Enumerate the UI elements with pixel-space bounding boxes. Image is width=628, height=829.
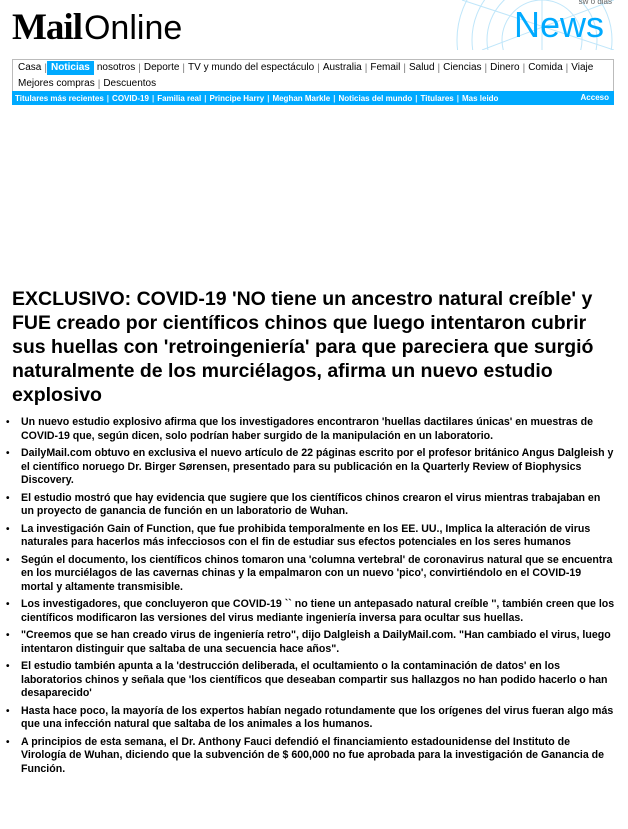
article-summary-list [4, 416, 616, 780]
bullet-icon: • [6, 554, 10, 566]
nav-item-noticias[interactable]: Noticias [47, 61, 94, 75]
summary-bullet [4, 660, 616, 701]
bullet-icon: • [6, 599, 10, 610]
main-nav [12, 59, 614, 91]
bullet-icon: • [6, 448, 10, 459]
nav-row-primary: Casa | Noticias nosotros | Deporte | TV y mundo del espectáculo | Australia | Femail | Salud | Ciencias | Dinero | Comida | Viaje [15, 60, 596, 76]
nav-item-tv[interactable]: TV y mundo del espectáculo [188, 62, 315, 73]
nav-item-casa[interactable]: Casa [18, 62, 42, 73]
masthead [12, 0, 614, 50]
summary-bullet [4, 416, 616, 443]
summary-text: Hasta hace poco, la mayoría de los expertos habían negado rotundamente que los orígenes del virus fueran algo más que una infección natural que saltaba de los animales a los humanos. [21, 704, 614, 730]
nav-item-dinero[interactable]: Dinero [490, 62, 520, 73]
nav-row-secondary: Mejores compras | Descuentos [15, 76, 159, 92]
sub-nav: Titulares más recientes | COVID-19 | Familia real | Principe Harry | Meghan Markle | Noticias del mundo | Titulares | Mas leido Acceso [12, 91, 614, 105]
subnav-item-headlines[interactable]: Titulares [420, 93, 454, 103]
nav-item-comida[interactable]: Comida [528, 62, 563, 73]
summary-text: La investigación Gain of Function, que fue prohibida temporalmente en los EE. UU., Implica la alteración de virus naturales para hacerlos más infecciosos con el fin de estudiar sus efectos potenciales en los seres humanos [21, 522, 591, 548]
bullet-icon: • [6, 736, 10, 748]
article-headline: EXCLUSIVO: COVID-19 'NO tiene un ancestro natural creíble' y FUE creado por científicos chinos que luego intentaron cubrir sus huellas con 'retroingeniería' para que pareciera que surgió naturalmente de los murciélagos, afirma un nuevo estudio explosivo [12, 288, 594, 406]
login-link[interactable]: Acceso [580, 93, 609, 102]
corner-note: sw o dias [578, 0, 612, 6]
section-title[interactable]: News [513, 4, 604, 45]
summary-bullet [4, 598, 616, 625]
summary-text: El estudio mostró que hay evidencia que sugiere que los científicos chinos crearon el virus mientras trabajaban en un proyecto de ganancia de función en un laboratorio de Wuhan. [21, 491, 601, 517]
nav-item-femail[interactable]: Femail [370, 62, 401, 73]
summary-text: "Creemos que se han creado virus de ingeniería retro", dijo Dalgleish a DailyMail.com. "Han cambiado el virus, luego intentaron distinguir que saltaba de una secuencia hace años". [21, 629, 611, 655]
summary-text: Los investigadores, que concluyeron que COVID-19 `` no tiene un antepasado natural creíble '', también creen que los científicos modificaron las versiones del virus mediante ingeniería inversa para ocultar sus huellas. [21, 598, 615, 624]
summary-bullet [4, 554, 616, 595]
summary-text: DailyMail.com obtuvo en exclusiva el nuevo artículo de 22 páginas escrito por el profesor británico Angus Dalgleish y el científico noruego Dr. Birger Sørensen, presentado para su publicación en la Quarterly Review of Biophysics Discovery. [21, 447, 614, 486]
summary-bullet [4, 629, 616, 656]
summary-bullet [4, 492, 616, 519]
nav-item-australia[interactable]: Australia [322, 62, 362, 73]
bullet-icon: • [6, 492, 10, 504]
nav-item-descuentos[interactable]: Descuentos [103, 78, 157, 89]
nav-item-deporte[interactable]: Deporte [143, 62, 180, 73]
summary-bullet [4, 705, 616, 732]
logo-online-text: Online [83, 9, 183, 47]
logo-mail-text: Mail [12, 7, 82, 48]
summary-text: Un nuevo estudio explosivo afirma que los investigadores encontraron 'huellas dactilares únicas' en muestras de COVID-19 que, según dicen, solo podrían haber surgido de la manipulación en un laboratorio. [21, 416, 593, 442]
subnav-item-covid[interactable]: COVID-19 [112, 93, 149, 103]
summary-bullet [4, 523, 616, 550]
subnav-item-royal-family[interactable]: Familia real [157, 93, 202, 103]
subnav-item-most-read[interactable]: Mas leido [461, 93, 499, 103]
bullet-icon: • [6, 661, 10, 672]
subnav-item-latest[interactable]: Titulares más recientes [15, 93, 104, 103]
bullet-icon: • [6, 630, 10, 641]
subnav-item-meghan[interactable]: Meghan Markle [272, 93, 331, 103]
subnav-item-world-news[interactable]: Noticias del mundo [338, 93, 413, 103]
nav-item-ciencias[interactable]: Ciencias [443, 62, 482, 73]
summary-text: A principios de esta semana, el Dr. Anthony Fauci defendió el financiamiento estadounidense del Instituto de Virología de Wuhan, diciendo que la subvención de $ 600,000 no fue aprobada para la investigación de Ganancia de Función. [21, 735, 605, 775]
nav-item-salud[interactable]: Salud [408, 62, 435, 73]
bullet-icon: • [6, 705, 10, 717]
bullet-icon: • [6, 523, 10, 535]
mailonline-logo[interactable] [12, 6, 182, 49]
summary-bullet [4, 736, 616, 777]
summary-bullet [4, 447, 616, 488]
nav-item-mejores-compras[interactable]: Mejores compras [18, 78, 95, 89]
nav-item-nosotros[interactable]: nosotros [96, 62, 136, 73]
summary-text: Según el documento, los científicos chinos tomaron una 'columna vertebral' de coronavirus natural que se encuentra en los murciélagos de las cavernas chinas y la empalmaron con un nuevo 'pico', convirtiéndolo en el COVID-19 mortal y altamente transmisible. [21, 553, 613, 593]
summary-text: El estudio también apunta a la 'destrucción deliberada, el ocultamiento o la contaminación de datos' en los laboratorios chinos y señala que 'los científicos que deseaban compartir sus hallazgos no han podido hacerlo o han desaparecido' [21, 660, 608, 699]
subnav-item-prince-harry[interactable]: Principe Harry [209, 93, 265, 103]
bullet-icon: • [6, 417, 10, 428]
nav-item-viaje[interactable]: Viaje [571, 62, 594, 73]
